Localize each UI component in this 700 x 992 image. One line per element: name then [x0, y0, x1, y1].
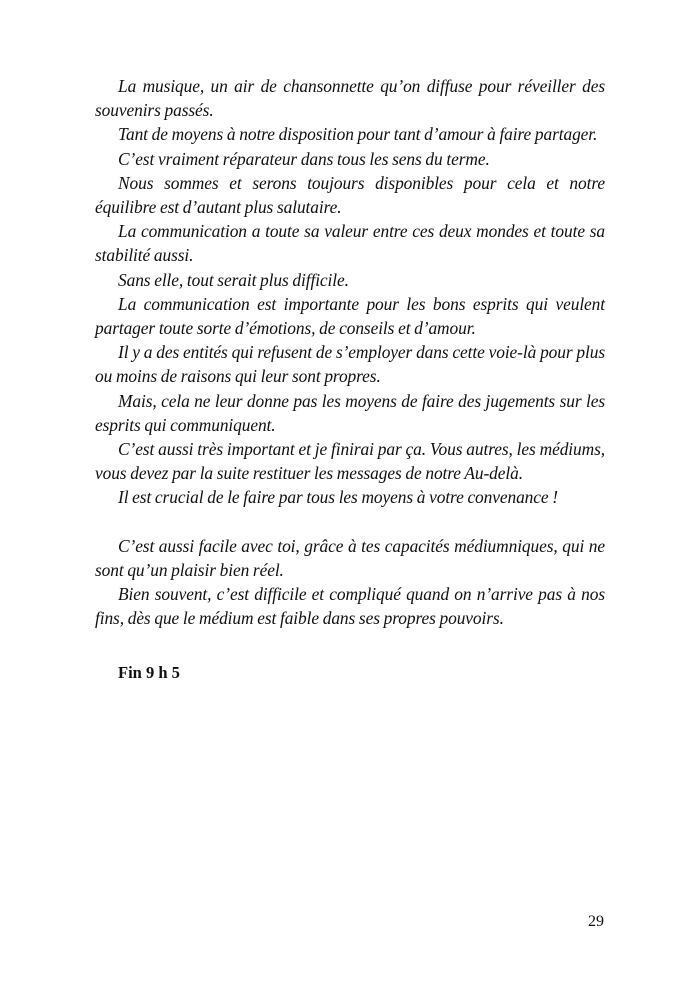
- paragraph: Mais, cela ne leur donne pas les moyens de faire des jugements sur les esprits qui communiquent.: [95, 390, 605, 435]
- paragraph: C’est aussi très important et je finirai par ça. Vous autres, les médiums, vous devez par la suite restituer les messages de notre Au-delà.: [95, 439, 605, 484]
- paragraph: C’est aussi facile avec toi, grâce à tes capacités médiumniques, qui ne sont qu’un plaisir bien réel.: [95, 535, 605, 581]
- ending-time: Fin 9 h 5: [118, 662, 180, 682]
- paragraph: C’est vraiment réparateur dans tous les sens du terme.: [118, 148, 490, 169]
- paragraph: Tant de moyens à notre disposition pour tant d’amour à faire partager.: [118, 124, 598, 145]
- paragraph: Sans elle, tout serait plus difficile.: [118, 269, 349, 290]
- page-number: 29: [588, 913, 604, 930]
- paragraph: Bien souvent, c’est difficile et compliqué quand on n’arrive pas à nos fins, dès que le médium est faible dans ses propres pouvoirs.: [95, 584, 605, 629]
- paragraph: La musique, un air de chansonnette qu’on diffuse pour réveiller des souvenirs passés.: [95, 76, 605, 121]
- paragraph-spacer: [95, 510, 605, 534]
- paragraph: Nous sommes et serons toujours disponibles pour cela et notre équilibre est d’autant plus salutaire.: [95, 172, 605, 218]
- paragraph: La communication a toute sa valeur entre ces deux mondes et toute sa stabilité aussi.: [95, 221, 605, 266]
- paragraph: Il y a des entités qui refusent de s’employer dans cette voie-là pour plus ou moins de raisons qui leur sont propres.: [95, 342, 605, 387]
- paragraph: Il est crucial de le faire par tous les moyens à votre convenance !: [118, 487, 558, 508]
- paragraph: La communication est importante pour les bons esprits qui veulent partager toute sorte d’émotions, de conseils et d’amour.: [95, 293, 605, 339]
- page-body: [95, 74, 605, 683]
